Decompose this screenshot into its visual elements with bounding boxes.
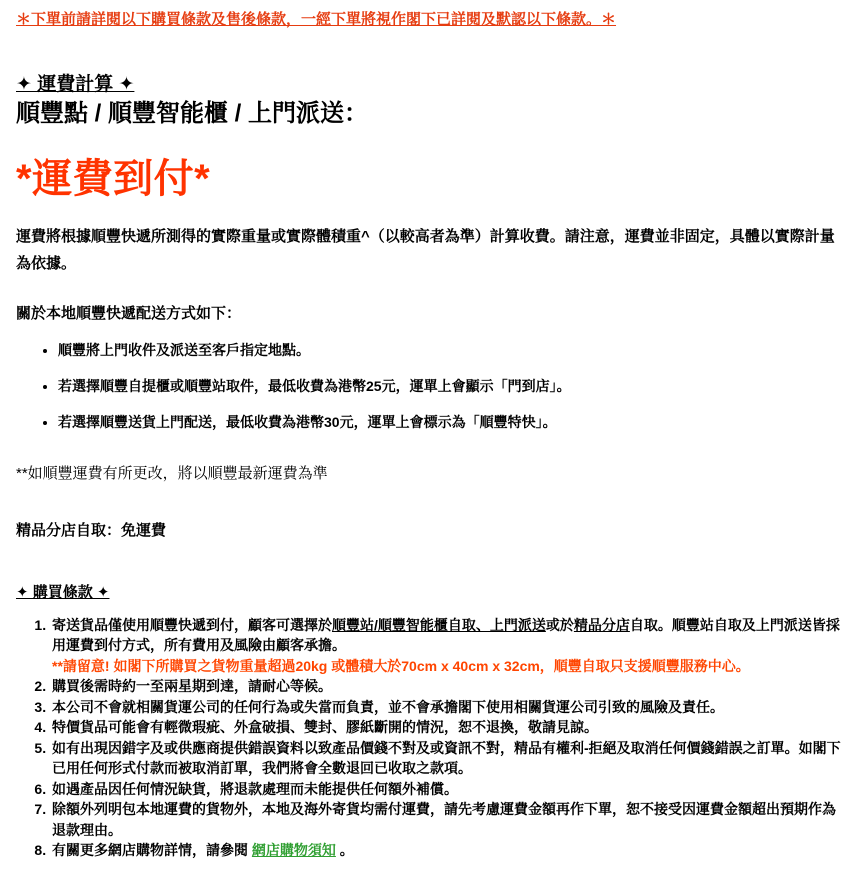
term-item-4: 4. 特價貨品可能會有輕微瑕疵、外盒破損、雙封、膠紙斷開的情況，恕不退換，敬請見諒。: [50, 717, 845, 738]
term-item-6: 6. 如遇產品因任何情況缺貨，將退款處理而未能提供任何額外補償。: [50, 779, 845, 800]
term-1-text: 或於: [545, 616, 574, 633]
term-item-1: [50, 615, 845, 677]
term-item-3: 3. 本公司不會就相關貨運公司的任何行為或失當而負責，並不會承擔閣下使用相關貨運公司引致的風險及責任。: [50, 697, 845, 718]
term-1-text: 自取。順豐站自取及上門派送皆採用運費到付方式，所有費用及風險由顧客承擔。: [52, 616, 840, 654]
term-8-text: 有關更多網店購物詳情，請參閱: [52, 842, 252, 859]
store-pickup-free-note: 精品分店自取：免運費: [16, 522, 167, 540]
shopping-guide-link[interactable]: 網店購物須知: [251, 842, 336, 859]
shipping-calculation-heading: ✦ 運費計算 ✦: [16, 73, 135, 95]
purchase-terms-list: [16, 615, 845, 861]
term-item-7: 7. 除額外列明包本地運費的貨物外，本地及海外寄貨均需付運費，請先考慮運費金額再作下單，恕不接受因運費金額超出預期作為退款理由。: [50, 799, 845, 840]
list-item: • 若選擇順豐自提櫃或順豐站取件，最低收費為港幣25元，運單上會顯示「門到店」。: [58, 376, 845, 397]
term-1-pickup-options-underlined: 順豐站/順豐智能櫃自取、上門派送: [332, 616, 546, 633]
local-sf-delivery-intro: 關於本地順豐快遞配送方式如下：: [16, 305, 242, 323]
term-1-weight-size-warning: **請留意! 如閣下所購買之貨物重量超過20kg 或體積大於70cm x 40cm x 32cm，順豐自取只支援順豐服務中心。: [52, 657, 750, 674]
delivery-methods-subheading: 順豐點 / 順豐智能櫃 / 上門派送：: [16, 100, 369, 128]
term-8-text: 。: [335, 842, 354, 859]
term-1-text: 寄送貨品僅使用順豐快遞到付，顧客可選擇於: [52, 616, 332, 633]
list-item: • 若選擇順豐送貨上門配送，最低收費為港幣30元，運單上會標示為「順豐特快」。: [58, 412, 845, 433]
term-item-8: [50, 840, 845, 861]
list-item: • 順豐將上門收件及派送至客戶指定地點。: [58, 340, 845, 361]
term-item-5: 5. 如有出現因錯字及或供應商提供錯誤資料以致產品價錢不對及或資訊不對，精品有權利-拒絕及取消任何價錢錯誤之訂單。如閣下已用任何形式付款而被取消訂單，我們將會全數退回已收取之款項。: [50, 738, 845, 779]
freight-collect-heading: *運費到付*: [16, 157, 211, 202]
purchase-terms-heading: ✦ 購買條款 ✦: [16, 584, 110, 602]
sf-fee-change-note: **如順豐運費有所更改，將以順豐最新運費為準: [16, 465, 328, 483]
top-order-notice: ＊下單前請詳閱以下購買條款及售後條款，一經下單將視作閣下已詳閱及默認以下條款。＊: [16, 11, 617, 28]
term-1-boutique-underlined: 精品分店: [573, 616, 630, 633]
shipping-fee-intro-paragraph: 運費將根據順豐快遞所測得的實際重量或實際體積重^（以較高者為準）計算收費。請注意，運費並非固定，具體以實際計量為依據。: [16, 228, 835, 273]
delivery-options-list: [16, 340, 845, 433]
term-item-2: 2. 購買後需時約一至兩星期到達，請耐心等候。: [50, 676, 845, 697]
